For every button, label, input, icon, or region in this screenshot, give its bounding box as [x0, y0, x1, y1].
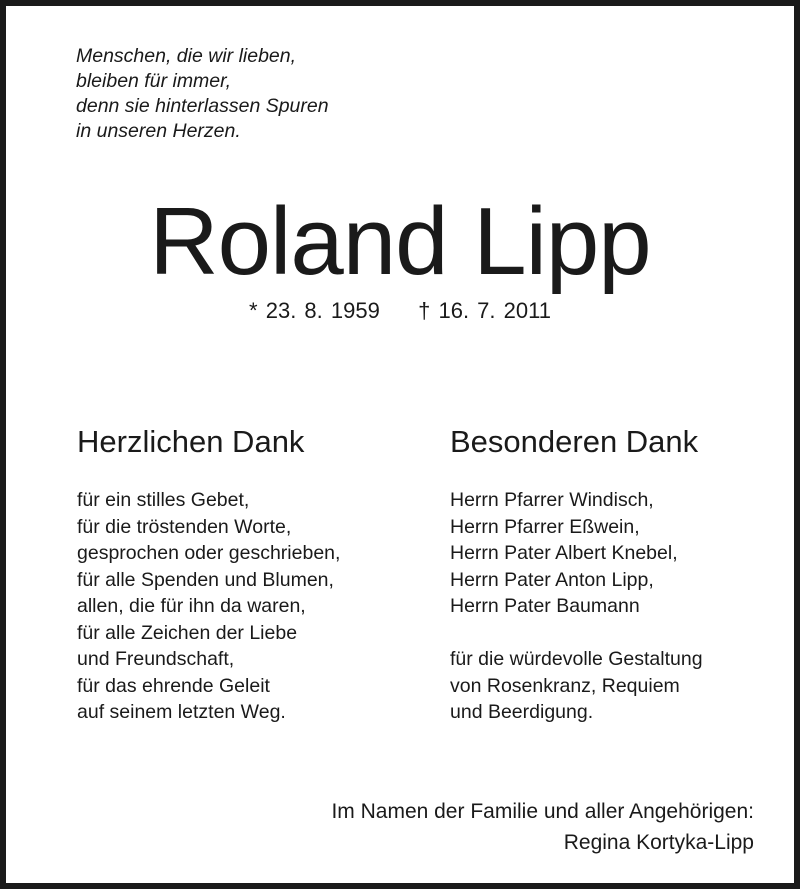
reason-line: für die würdevolle Gestaltung: [450, 648, 703, 670]
special-thanks-text: [450, 487, 703, 726]
motto-line: bleiben für immer,: [76, 70, 231, 92]
motto-line: in unseren Herzen.: [76, 120, 241, 142]
life-dates: [0, 297, 800, 325]
special-thanks-heading: Besonderen Dank: [450, 424, 699, 459]
thanks-line: auf seinem letzten Weg.: [77, 701, 286, 723]
birth-symbol: *: [249, 298, 258, 323]
thanks-line: gesprochen oder geschrieben,: [77, 542, 341, 564]
thanks-line: für ein stilles Gebet,: [77, 489, 250, 511]
clergy-name: Herrn Pater Anton Lipp,: [450, 568, 654, 591]
clergy-name: Herrn Pfarrer Windisch,: [450, 489, 654, 511]
thanks-line: für die tröstenden Worte,: [77, 515, 292, 538]
signatory-name: Regina Kortyka-Lipp: [563, 831, 754, 854]
clergy-name: Herrn Pfarrer Eßwein,: [450, 515, 640, 538]
on-behalf-line: Im Namen der Familie und aller Angehörigen:: [331, 800, 754, 823]
thanks-line: für das ehrende Geleit: [77, 674, 270, 697]
thanks-line: und Freundschaft,: [77, 648, 235, 670]
general-thanks-heading: Herzlichen Dank: [77, 424, 305, 459]
signature-block: [331, 796, 754, 858]
clergy-name: Herrn Pater Albert Knebel,: [450, 542, 678, 564]
reason-line: von Rosenkranz, Requiem: [450, 674, 680, 697]
thanks-line: allen, die für ihn da waren,: [77, 595, 306, 617]
reason-line: und Beerdigung.: [450, 701, 594, 723]
death-symbol: †: [418, 298, 431, 323]
birth-date: 23. 8. 1959: [265, 298, 380, 323]
death-date: 16. 7. 2011: [438, 298, 551, 323]
clergy-name: Herrn Pater Baumann: [450, 595, 640, 617]
motto-line: Menschen, die wir lieben,: [76, 45, 297, 67]
memorial-motto: [76, 44, 329, 144]
motto-line: denn sie hinterlassen Spuren: [76, 95, 329, 117]
deceased-name: Roland Lipp: [149, 188, 651, 295]
general-thanks-text: [77, 487, 340, 726]
thanks-line: für alle Zeichen der Liebe: [77, 621, 298, 644]
thanks-line: für alle Spenden und Blumen,: [77, 568, 334, 591]
